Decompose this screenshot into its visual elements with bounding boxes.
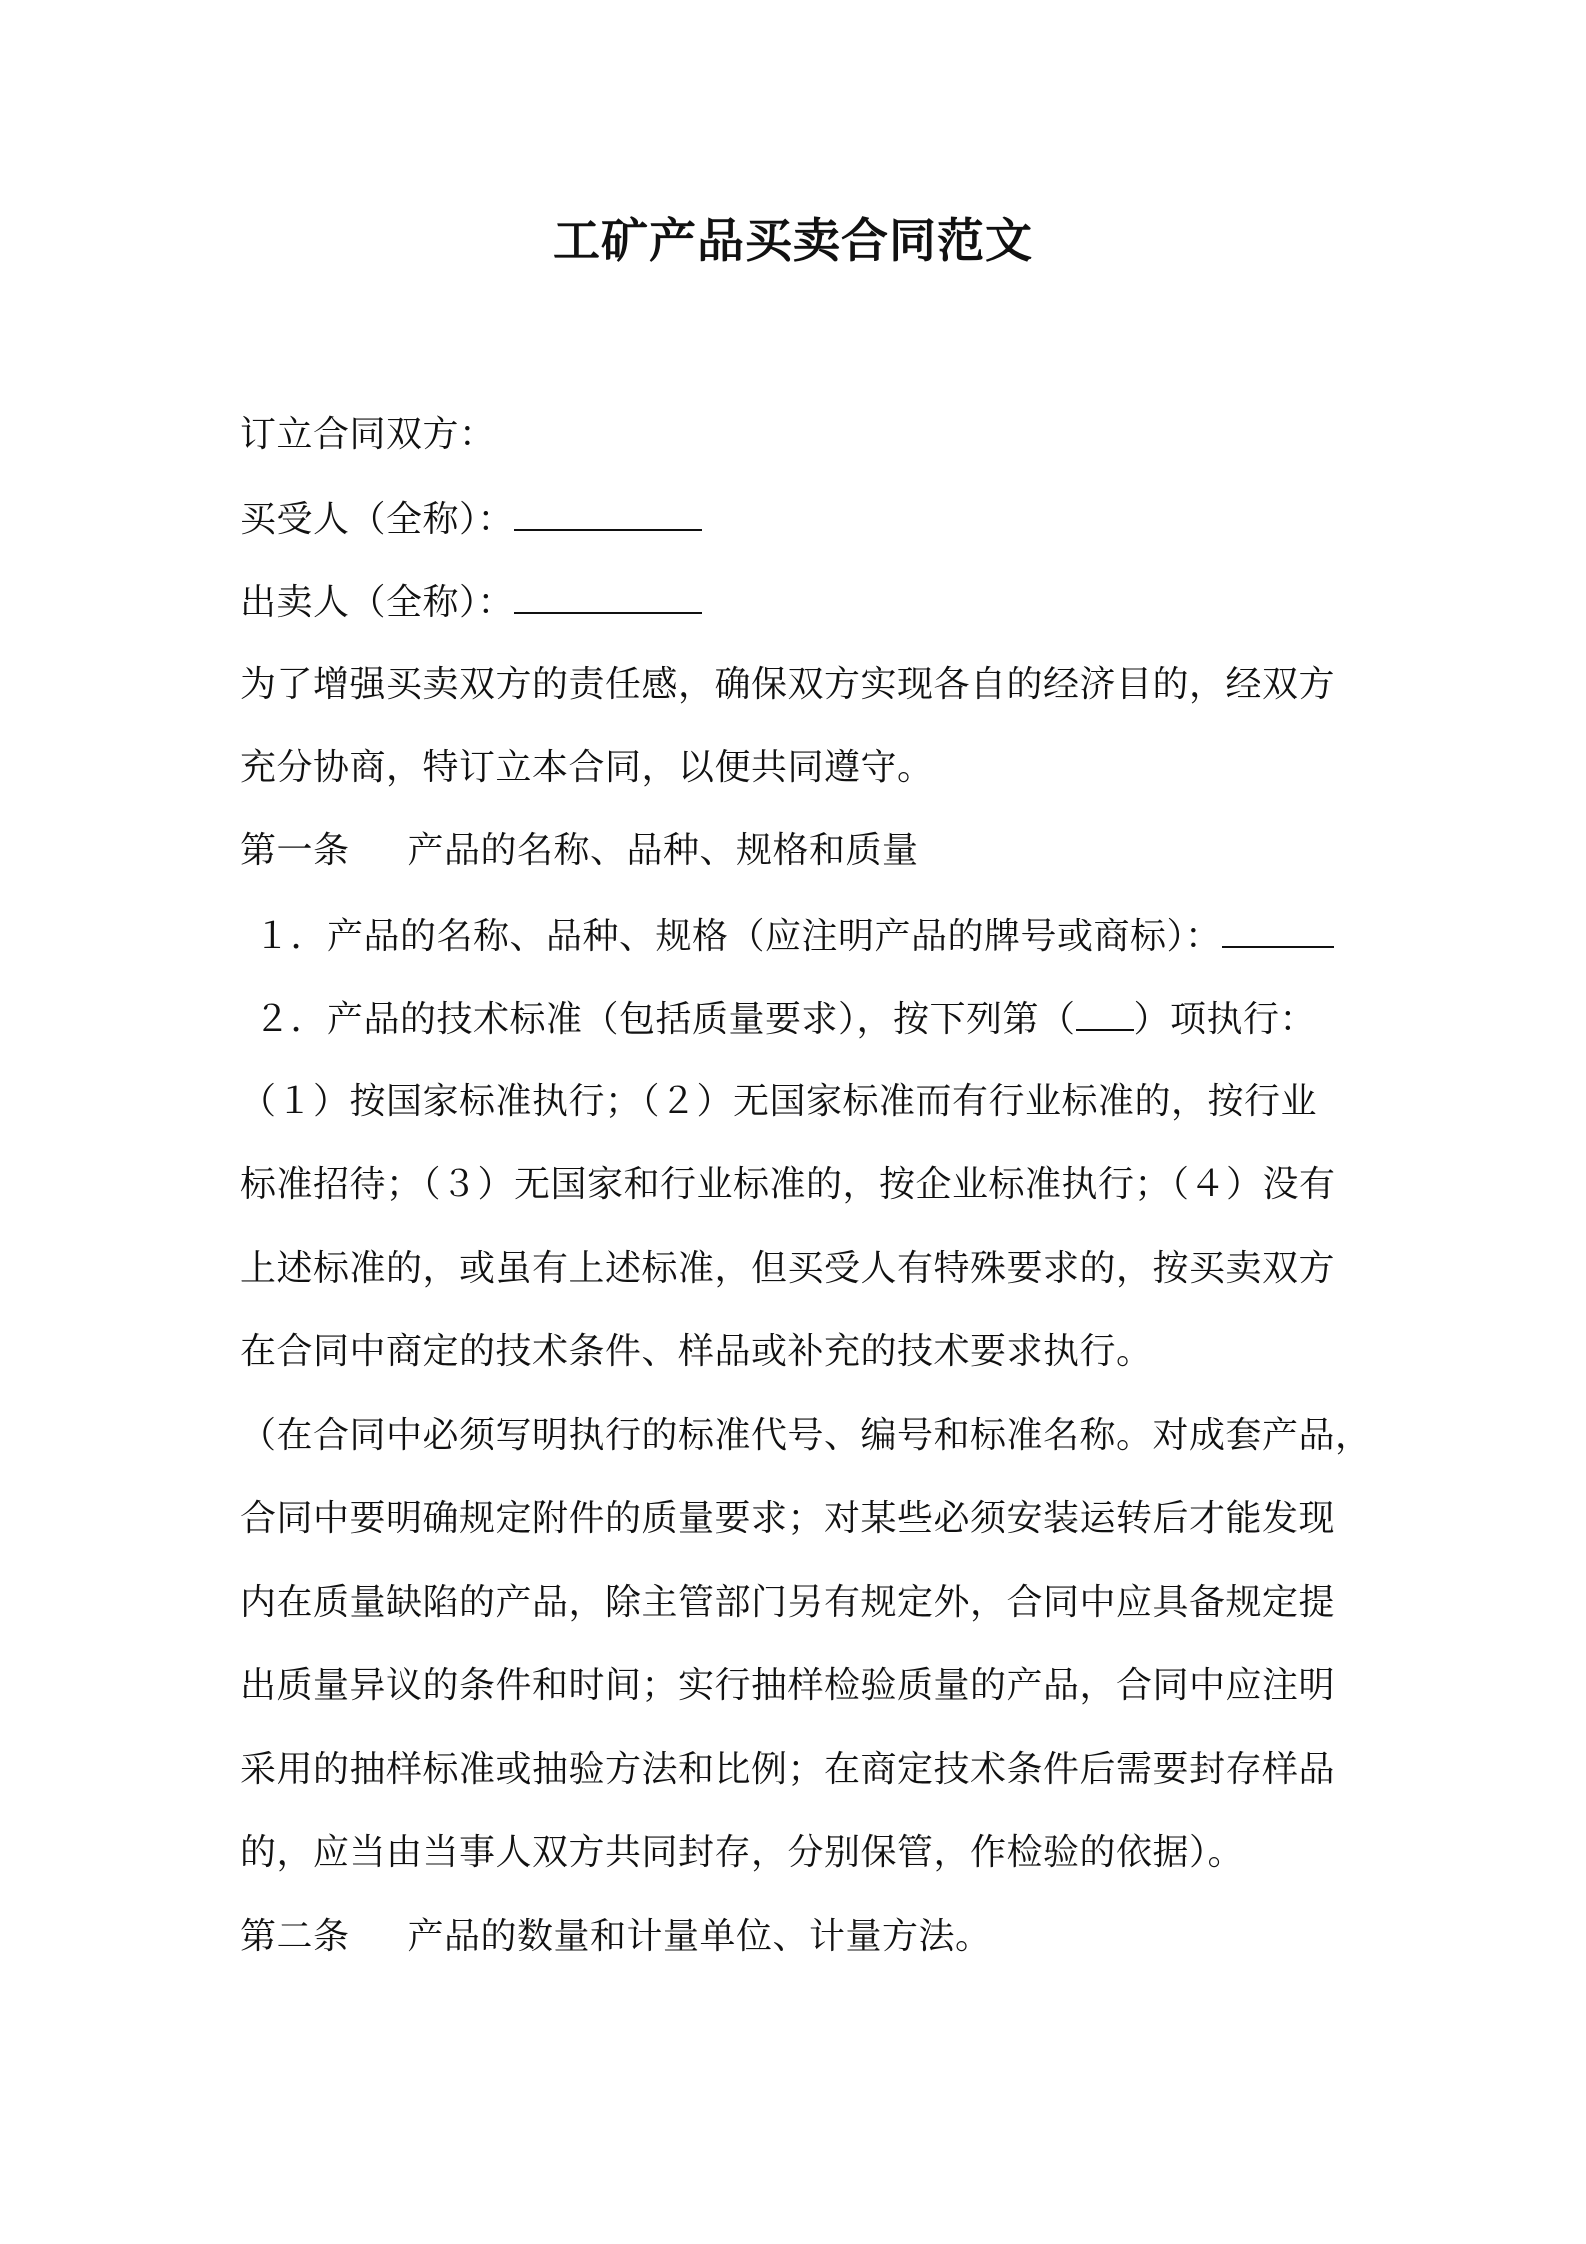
item-1-text: １．产品的名称、品种、规格（应注明产品的牌号或商标）： bbox=[254, 916, 1222, 957]
buyer-label: 买受人（全称）： bbox=[240, 499, 515, 540]
item-1-line bbox=[240, 910, 1360, 962]
article-2-title: 产品的数量和计量单位、计量方法。 bbox=[407, 1916, 992, 1957]
parties-heading: 订立合同双方： bbox=[240, 414, 496, 455]
buyer-line bbox=[240, 493, 1360, 545]
note-line-2: 合同中要明确规定附件的质量要求；对某些必须安装运转后才能发现 bbox=[240, 1498, 1336, 1539]
item-2-line-2: （１）按国家标准执行；（２）无国家标准而有行业标准的，按行业 bbox=[240, 1081, 1318, 1122]
item-2-line-5: 在合同中商定的技术条件、样品或补充的技术要求执行。 bbox=[240, 1331, 1153, 1372]
seller-line bbox=[240, 576, 1360, 628]
preamble-line-2: 充分协商，特订立本合同，以便共同遵守。 bbox=[240, 747, 934, 788]
item-2-line-3: 标准招待；（３）无国家和行业标准的，按企业标准执行；（４）没有 bbox=[240, 1164, 1336, 1205]
item-1-blank bbox=[1222, 910, 1334, 948]
article-1-heading bbox=[240, 826, 1360, 876]
item-2-text-before: ２．产品的技术标准（包括质量要求），按下列第（ bbox=[254, 999, 1076, 1040]
note-line-4: 出质量异议的条件和时间；实行抽样检验质量的产品，合同中应注明 bbox=[240, 1665, 1336, 1706]
seller-label: 出卖人（全称）： bbox=[240, 582, 515, 623]
note-line-1: （在合同中必须写明执行的标准代号、编号和标准名称。对成套产品， bbox=[240, 1415, 1372, 1456]
article-2-heading bbox=[240, 1912, 1360, 1962]
article-1-title: 产品的名称、品种、规格和质量 bbox=[407, 830, 919, 871]
item-2-line-4: 上述标准的，或虽有上述标准，但买受人有特殊要求的，按买卖双方 bbox=[240, 1248, 1336, 1289]
buyer-blank bbox=[514, 493, 702, 531]
note-line-3: 内在质量缺陷的产品，除主管部门另有规定外，合同中应具备规定提 bbox=[240, 1582, 1336, 1623]
seller-blank bbox=[514, 576, 702, 614]
preamble-line-1: 为了增强买卖双方的责任感，确保双方实现各自的经济目的，经双方 bbox=[240, 664, 1336, 705]
article-1-number: 第一条 bbox=[240, 830, 350, 871]
item-2-line bbox=[240, 993, 1360, 1045]
note-line-5: 采用的抽样标准或抽验方法和比例；在商定技术条件后需要封存样品 bbox=[240, 1749, 1336, 1790]
item-2-blank bbox=[1076, 993, 1134, 1031]
item-2-text-after: ）项执行： bbox=[1133, 999, 1317, 1040]
document-title: 工矿产品买卖合同范文 bbox=[553, 214, 1033, 269]
note-line-6: 的，应当由当事人双方共同封存，分别保管，作检验的依据）。 bbox=[240, 1832, 1245, 1873]
article-2-number: 第二条 bbox=[240, 1916, 350, 1957]
